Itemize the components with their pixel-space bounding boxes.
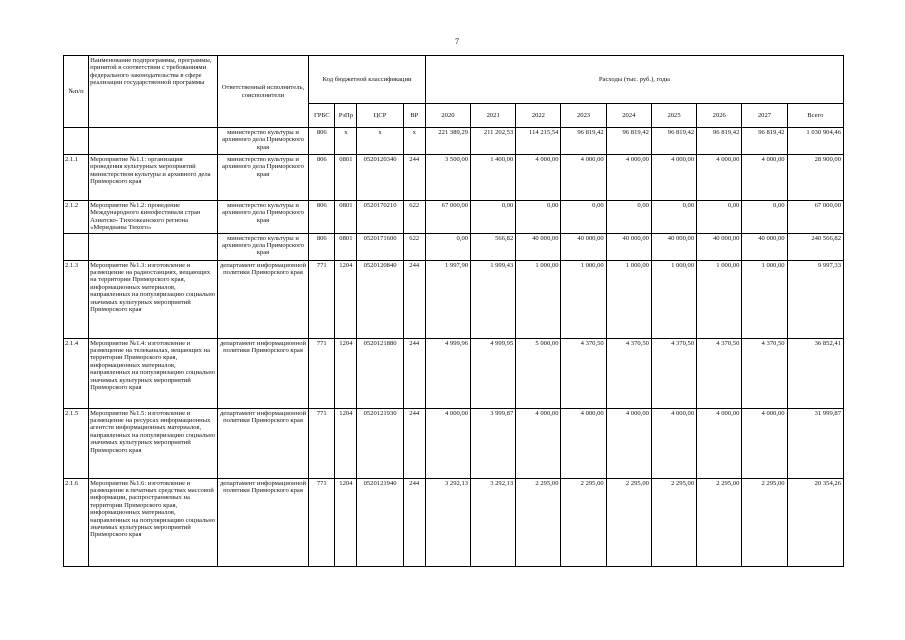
row-rzpr: 1204 (335, 260, 357, 338)
row-number (64, 233, 89, 260)
row-grbs: 806 (309, 233, 335, 260)
subheader-cell: 2022 (516, 104, 561, 128)
row-value: 40 000,00 (516, 233, 561, 260)
row-value: 96 819,42 (606, 128, 651, 155)
row-csr: 0520121930 (357, 408, 403, 478)
row-value: 4 370,50 (697, 338, 742, 408)
row-grbs: 771 (309, 408, 335, 478)
row-value: 4 370,50 (742, 338, 787, 408)
row-responsible: департамент информационной политики Приморского края (217, 478, 308, 566)
row-value: 0,00 (561, 201, 606, 234)
row-value: 2 295,00 (697, 478, 742, 566)
table-row (64, 260, 844, 338)
row-value: 0,00 (425, 233, 470, 260)
subheader-cell: ВР (403, 104, 425, 128)
row-value: 96 819,42 (742, 128, 787, 155)
row-value: 3 292,13 (425, 478, 470, 566)
subheader-cell: 2025 (651, 104, 696, 128)
table-row (64, 155, 844, 201)
row-rzpr: 0801 (335, 155, 357, 201)
subheader-cell: 2027 (742, 104, 787, 128)
row-value: 211 202,53 (471, 128, 516, 155)
header-budget-code: Код бюджетной классификации (309, 56, 426, 104)
row-vr: 244 (403, 260, 425, 338)
row-value: 3 292,13 (471, 478, 516, 566)
row-value: 0,00 (697, 201, 742, 234)
row-csr: 0520120340 (357, 155, 403, 201)
row-responsible: министерство культуры и архивного дела Приморского края (217, 233, 308, 260)
row-value: 4 370,50 (606, 338, 651, 408)
row-value: 1 000,00 (516, 260, 561, 338)
row-value: 3 500,00 (425, 155, 470, 201)
row-vr: 244 (403, 408, 425, 478)
row-grbs: 771 (309, 338, 335, 408)
row-vr: 622 (403, 233, 425, 260)
row-value: 2 295,00 (516, 478, 561, 566)
row-vr: 244 (403, 155, 425, 201)
header-responsible: Ответственный исполнитель, соисполнители (217, 56, 308, 128)
row-name: Мероприятие №1.4: изготовление и размещение на телеканалах, вещающих на территории Приморского края, информационных материалов, направленных на популяризацию социально значимых культурных мероприятий Приморского края (89, 338, 218, 408)
row-responsible: департамент информационной политики Приморского края (217, 260, 308, 338)
row-rzpr: 1204 (335, 338, 357, 408)
row-csr: 0520121880 (357, 338, 403, 408)
row-vr: 244 (403, 338, 425, 408)
row-value: 40 000,00 (651, 233, 696, 260)
row-responsible: министерство культуры и архивного дела Приморского края (217, 128, 308, 155)
row-value: 96 819,42 (561, 128, 606, 155)
subheader-cell: 2020 (425, 104, 470, 128)
row-value: 4 000,00 (561, 408, 606, 478)
row-number: 2.1.4 (64, 338, 89, 408)
row-value: 1 999,43 (471, 260, 516, 338)
row-number: 2.1.1 (64, 155, 89, 201)
row-value: 221 389,29 (425, 128, 470, 155)
row-name: Мероприятие №1.3: изготовление и размещение на радиостанциях, вещающих на территории Приморского края, информационных материалов, направленных на популяризацию социально значимых культурных мероприятий Приморского края (89, 260, 218, 338)
table-body (64, 128, 844, 567)
row-csr: 0520121940 (357, 478, 403, 566)
row-value: 2 295,00 (606, 478, 651, 566)
row-number: 2.1.6 (64, 478, 89, 566)
row-value: 4 000,00 (561, 155, 606, 201)
row-csr: 0520120840 (357, 260, 403, 338)
table-row (64, 233, 844, 260)
row-value: 4 000,00 (425, 408, 470, 478)
row-grbs: 806 (309, 128, 335, 155)
row-value: 0,00 (516, 201, 561, 234)
row-value: 1 400,00 (471, 155, 516, 201)
row-rzpr: 1204 (335, 478, 357, 566)
row-value: 4 000,00 (697, 155, 742, 201)
subheader-cell: ЦСР (357, 104, 403, 128)
row-name: Мероприятие №1.6: изготовление и размещение в печатных средствах массовой информации, распространяемых на территории Приморского края, информационных материалов, направленных на популяризацию социально значимых культурных мероприятий Приморского края (89, 478, 218, 566)
page-number: 7 (455, 37, 459, 46)
row-value: 96 819,42 (651, 128, 696, 155)
row-value: 4 000,00 (516, 155, 561, 201)
row-value: 1 000,00 (561, 260, 606, 338)
row-value: 1 000,00 (742, 260, 787, 338)
row-value: 40 000,00 (561, 233, 606, 260)
row-number (64, 128, 89, 155)
subheader-cell: 2024 (606, 104, 651, 128)
row-grbs: 771 (309, 478, 335, 566)
row-value: 36 852,41 (787, 338, 843, 408)
row-value: 1 997,90 (425, 260, 470, 338)
row-grbs: 771 (309, 260, 335, 338)
row-number: 2.1.2 (64, 201, 89, 234)
subheader-cell: РзПр (335, 104, 357, 128)
row-rzpr: x (335, 128, 357, 155)
row-value: 3 999,87 (471, 408, 516, 478)
row-value: 4 000,00 (606, 408, 651, 478)
row-value: 1 000,00 (606, 260, 651, 338)
row-value: 40 000,00 (742, 233, 787, 260)
subheader-cell: 2021 (471, 104, 516, 128)
row-value: 4 000,00 (606, 155, 651, 201)
expenditure-table (63, 55, 844, 567)
row-value: 2 295,00 (742, 478, 787, 566)
row-value: 0,00 (471, 201, 516, 234)
subheader-cell: Всего (787, 104, 843, 128)
row-responsible: департамент информационной политики Приморского края (217, 338, 308, 408)
row-rzpr: 0801 (335, 201, 357, 234)
row-value: 4 000,00 (651, 408, 696, 478)
row-value: 4 000,00 (742, 408, 787, 478)
row-value: 4 000,00 (697, 408, 742, 478)
row-value: 2 295,00 (561, 478, 606, 566)
row-rzpr: 0801 (335, 233, 357, 260)
row-name: Мероприятие №1.2: проведение Международного кинофестиваля стран Азиатско- Тихоокеанского региона «Меридианы Тихого» (89, 201, 218, 234)
table-row (64, 201, 844, 234)
table-row (64, 408, 844, 478)
row-value: 240 566,82 (787, 233, 843, 260)
row-value: 40 000,00 (606, 233, 651, 260)
row-value: 9 997,33 (787, 260, 843, 338)
row-value: 96 819,42 (697, 128, 742, 155)
row-value: 114 215,54 (516, 128, 561, 155)
header-expenses: Расходы (тыс. руб.), годы (425, 56, 843, 104)
row-value: 40 000,00 (697, 233, 742, 260)
row-value: 1 000,00 (651, 260, 696, 338)
row-value: 67 000,00 (787, 201, 843, 234)
row-vr: 622 (403, 201, 425, 234)
row-name: Мероприятие №1.1: организация проведения культурных мероприятий министерством культуры и архивного дела Приморского края (89, 155, 218, 201)
table-row (64, 478, 844, 566)
row-value: 4 370,50 (651, 338, 696, 408)
row-name (89, 128, 218, 155)
subheader-cell: 2023 (561, 104, 606, 128)
header-num: №п/п (64, 56, 89, 128)
row-value: 4 000,00 (516, 408, 561, 478)
row-vr: x (403, 128, 425, 155)
row-value: 5 000,00 (516, 338, 561, 408)
row-responsible: департамент информационной политики Приморского края (217, 408, 308, 478)
row-name (89, 233, 218, 260)
row-rzpr: 1204 (335, 408, 357, 478)
row-value: 2 295,00 (651, 478, 696, 566)
row-value: 1 030 904,46 (787, 128, 843, 155)
row-value: 4 999,95 (471, 338, 516, 408)
header-name: Наименование подпрограммы, программы, принятой в соответствии с требованиями федерального законодательства в сфере реализации государственной программы (89, 56, 218, 128)
row-value: 4 000,00 (651, 155, 696, 201)
row-responsible: министерство культуры и архивного дела Приморского края (217, 155, 308, 201)
row-grbs: 806 (309, 155, 335, 201)
row-vr: 244 (403, 478, 425, 566)
row-responsible: министерство культуры и архивного дела Приморского края (217, 201, 308, 234)
row-grbs: 806 (309, 201, 335, 234)
row-value: 0,00 (651, 201, 696, 234)
row-value: 566,82 (471, 233, 516, 260)
row-value: 31 999,87 (787, 408, 843, 478)
row-value: 0,00 (606, 201, 651, 234)
row-value: 4 999,96 (425, 338, 470, 408)
row-csr: x (357, 128, 403, 155)
row-csr: 0520170210 (357, 201, 403, 234)
subheader-cell: ГРБС (309, 104, 335, 128)
row-csr: 0520171600 (357, 233, 403, 260)
row-value: 67 000,00 (425, 201, 470, 234)
row-value: 28 900,00 (787, 155, 843, 201)
row-value: 1 000,00 (697, 260, 742, 338)
row-value: 4 000,00 (742, 155, 787, 201)
subheader-cell: 2026 (697, 104, 742, 128)
row-number: 2.1.3 (64, 260, 89, 338)
row-value: 20 354,26 (787, 478, 843, 566)
row-number: 2.1.5 (64, 408, 89, 478)
table-row (64, 338, 844, 408)
row-value: 4 370,50 (561, 338, 606, 408)
row-name: Мероприятие №1.5: изготовление и размещение на ресурсах информационных агентств информационных материалов, направленных на популяризацию социально значимых культурных мероприятий Приморского края (89, 408, 218, 478)
row-value: 0,00 (742, 201, 787, 234)
table-row (64, 128, 844, 155)
